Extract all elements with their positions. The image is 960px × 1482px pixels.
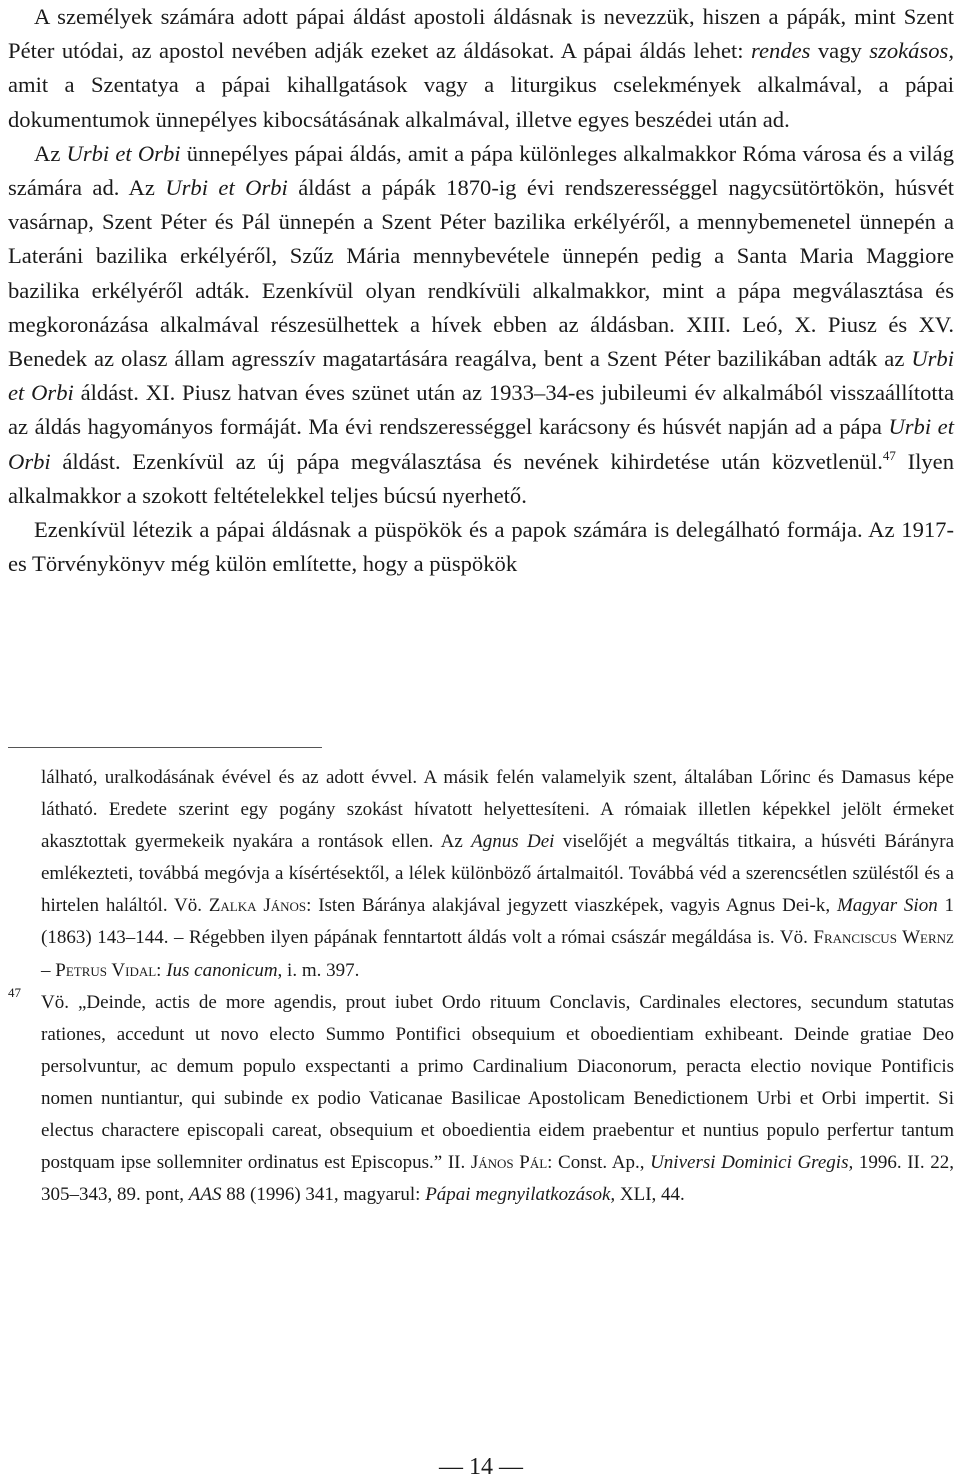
text-run: ünnepélyes pápai áldás, amit a pápa különleges alkalmakkor Róma városa és a világ számára ad. Az xyxy=(8,140,954,201)
paragraph-2 xyxy=(8,137,954,513)
text-run: Az xyxy=(34,140,67,166)
text-run: : Isten Báránya alakjával jegyzett viaszképek, vagyis Agnus Dei-k, xyxy=(306,895,837,917)
footnote-47 xyxy=(8,984,954,1212)
text-run: vagy xyxy=(810,38,870,64)
author-name: Franciscus Wernz – Petrus Vidal xyxy=(41,927,954,981)
text-run: áldást. Ezenkívül az új pápa megválasztása és nevének kihirdetése után közvetlenül. xyxy=(50,448,883,474)
text-run: A személyek számára adott pápai áldást apostoli áldásnak is nevezzük, hiszen a pápák, mint Szent Péter utódai, az apostol nevében adják ezeket az áldásokat. A pápai áldás lehet: xyxy=(8,4,954,64)
author-name: II. János Pál xyxy=(447,1152,548,1174)
footnote-divider xyxy=(8,747,322,748)
text-run: lálható, uralkodásának évével és az adott évvel. A másik felén valamelyik szent, általában Lőrinc és Damasus képe látható. Eredete szerint egy pogány szokást hívatott helyettesíteni. A rómaiak illetlen képekkel jelölt érmeket akasztottak gyermekeik nyakára a rontások ellen. Az xyxy=(41,767,954,853)
italic-run: Urbi et Orbi xyxy=(8,346,954,406)
text-run: Vö. „Deinde, actis de more agendis, prout iubet Ordo rituum Conclavis, Cardinales electores, secundum statutas rationes, accedunt ut novo electo Summo Pontifici obsequium et oboedientiam exhibeant. Deinde gratiae Deo persolvuntur, ac demum populo exspectanti a primo Cardinalium Diaconorum, peracta electio novique Pontificis nomen nuntiantur, qui subinde ex podio Vaticanae Basilicae Apostolicam Benedictionem Urbi et Orbi impertit. Si electus charactere episcopali careat, obsequium et oboedientia eidem praebentur et nuntius populo perfertur tantum postquam ipse sollemniter ordinatus est Episcopus.” xyxy=(41,991,954,1174)
text-run: 1996. II. 22, 305–343, 89. pont, xyxy=(41,1152,954,1206)
text-run: Ilyen alkalmakkor a szokott feltételekkel teljes búcsú nyerhető. xyxy=(8,448,954,508)
italic-run: Agnus Dei xyxy=(471,831,555,853)
paragraph-3 xyxy=(8,513,954,581)
text-run: 88 (1996) 341, magyarul: xyxy=(221,1184,426,1206)
text-run: áldást. XI. Piusz hatvan éves szünet után az 1933–34-es jubileumi év alkalmából visszaállította az áldás hagyományos formáját. Ma évi rendszerességgel karácsony és húsvét napján ad a pápa xyxy=(8,380,954,440)
italic-run: Urbi et Orbi xyxy=(165,175,288,201)
italic-run: szokásos, xyxy=(869,38,954,64)
italic-run: Urbi et Orbi xyxy=(66,140,181,166)
italic-run: Ius canonicum xyxy=(166,959,278,981)
page-number: — 14 — xyxy=(439,1454,523,1480)
footnote-number: 47 xyxy=(8,984,21,1000)
text-run: : xyxy=(156,959,167,981)
text-run: viselőjét a megváltás titkaira, a húsvéti Bárányra emlékezteti, továbbá megóvja a kísértésektől, a lélek különböző ártalmaitól. Továbbá véd a szerencsétlen szüléstől és a hirtelen haláltól. Vö. xyxy=(41,831,955,917)
italic-run: Urbi et Orbi xyxy=(8,414,954,474)
text-run: Ezenkívül létezik a pápai áldásnak a püspökök és a papok számára is delegálható formája. Az 1917-es Törvénykönyv még külön említette, hogy a püspökök xyxy=(8,517,954,577)
main-text xyxy=(8,0,954,581)
text-run: áldást a pápák 1870-ig évi rendszerességgel nagycsütörtökön, húsvét vasárnap, Szent Péter és Pál ünnepén a Szent Péter bazilika erkélyéről, a mennybemenetel ünnepén a Lateráni bazilika erkélyéről, Szűz Mária mennybevétele ünnepén pedig a Santa Maria Maggiore bazilika erkélyéről adták. Ezenkívül olyan rendkívüli alkalmakkor, mint a pápa megválasztása és megkoronázása alkalmával részesülhettek a hívek ebben az áldásban. XIII. Leó, X. Piusz és XV. Benedek az olasz állam agresszív magatartására reagálva, bent a Szent Péter bazilikában adták az xyxy=(8,175,954,372)
footnotes xyxy=(8,762,954,1211)
italic-run: Magyar Sion xyxy=(836,895,938,917)
text-run: 1 (1863) 143–144. – Régebben ilyen pápának fenntartott áldás volt a római császár megáldása is. Vö. xyxy=(41,895,955,949)
italic-run: Universi Dominici Gregis, xyxy=(650,1152,854,1174)
footnote-body xyxy=(8,762,955,1211)
text-run: amit a Szentatya a pápai kihallgatások vagy a liturgikus cselekmények alkalmával, a pápai dokumentumok ünnepélyes kibocsátásának alkalmával, illetve egyes beszédei után ad. xyxy=(8,72,954,132)
footnote-reference-47[interactable]: 47 xyxy=(882,447,896,463)
text-run: , i. m. 397. xyxy=(277,959,360,981)
author-name: Zalka János xyxy=(208,895,307,917)
paragraph-1 xyxy=(8,0,954,137)
italic-run: rendes xyxy=(751,38,811,64)
italic-run: Pápai megnyilatkozások, xyxy=(425,1184,616,1206)
text-run: : Const. Ap., xyxy=(547,1152,651,1174)
footnote-continued xyxy=(41,762,954,987)
italic-run: AAS xyxy=(188,1184,222,1206)
text-run: XLI, 44. xyxy=(615,1184,685,1206)
